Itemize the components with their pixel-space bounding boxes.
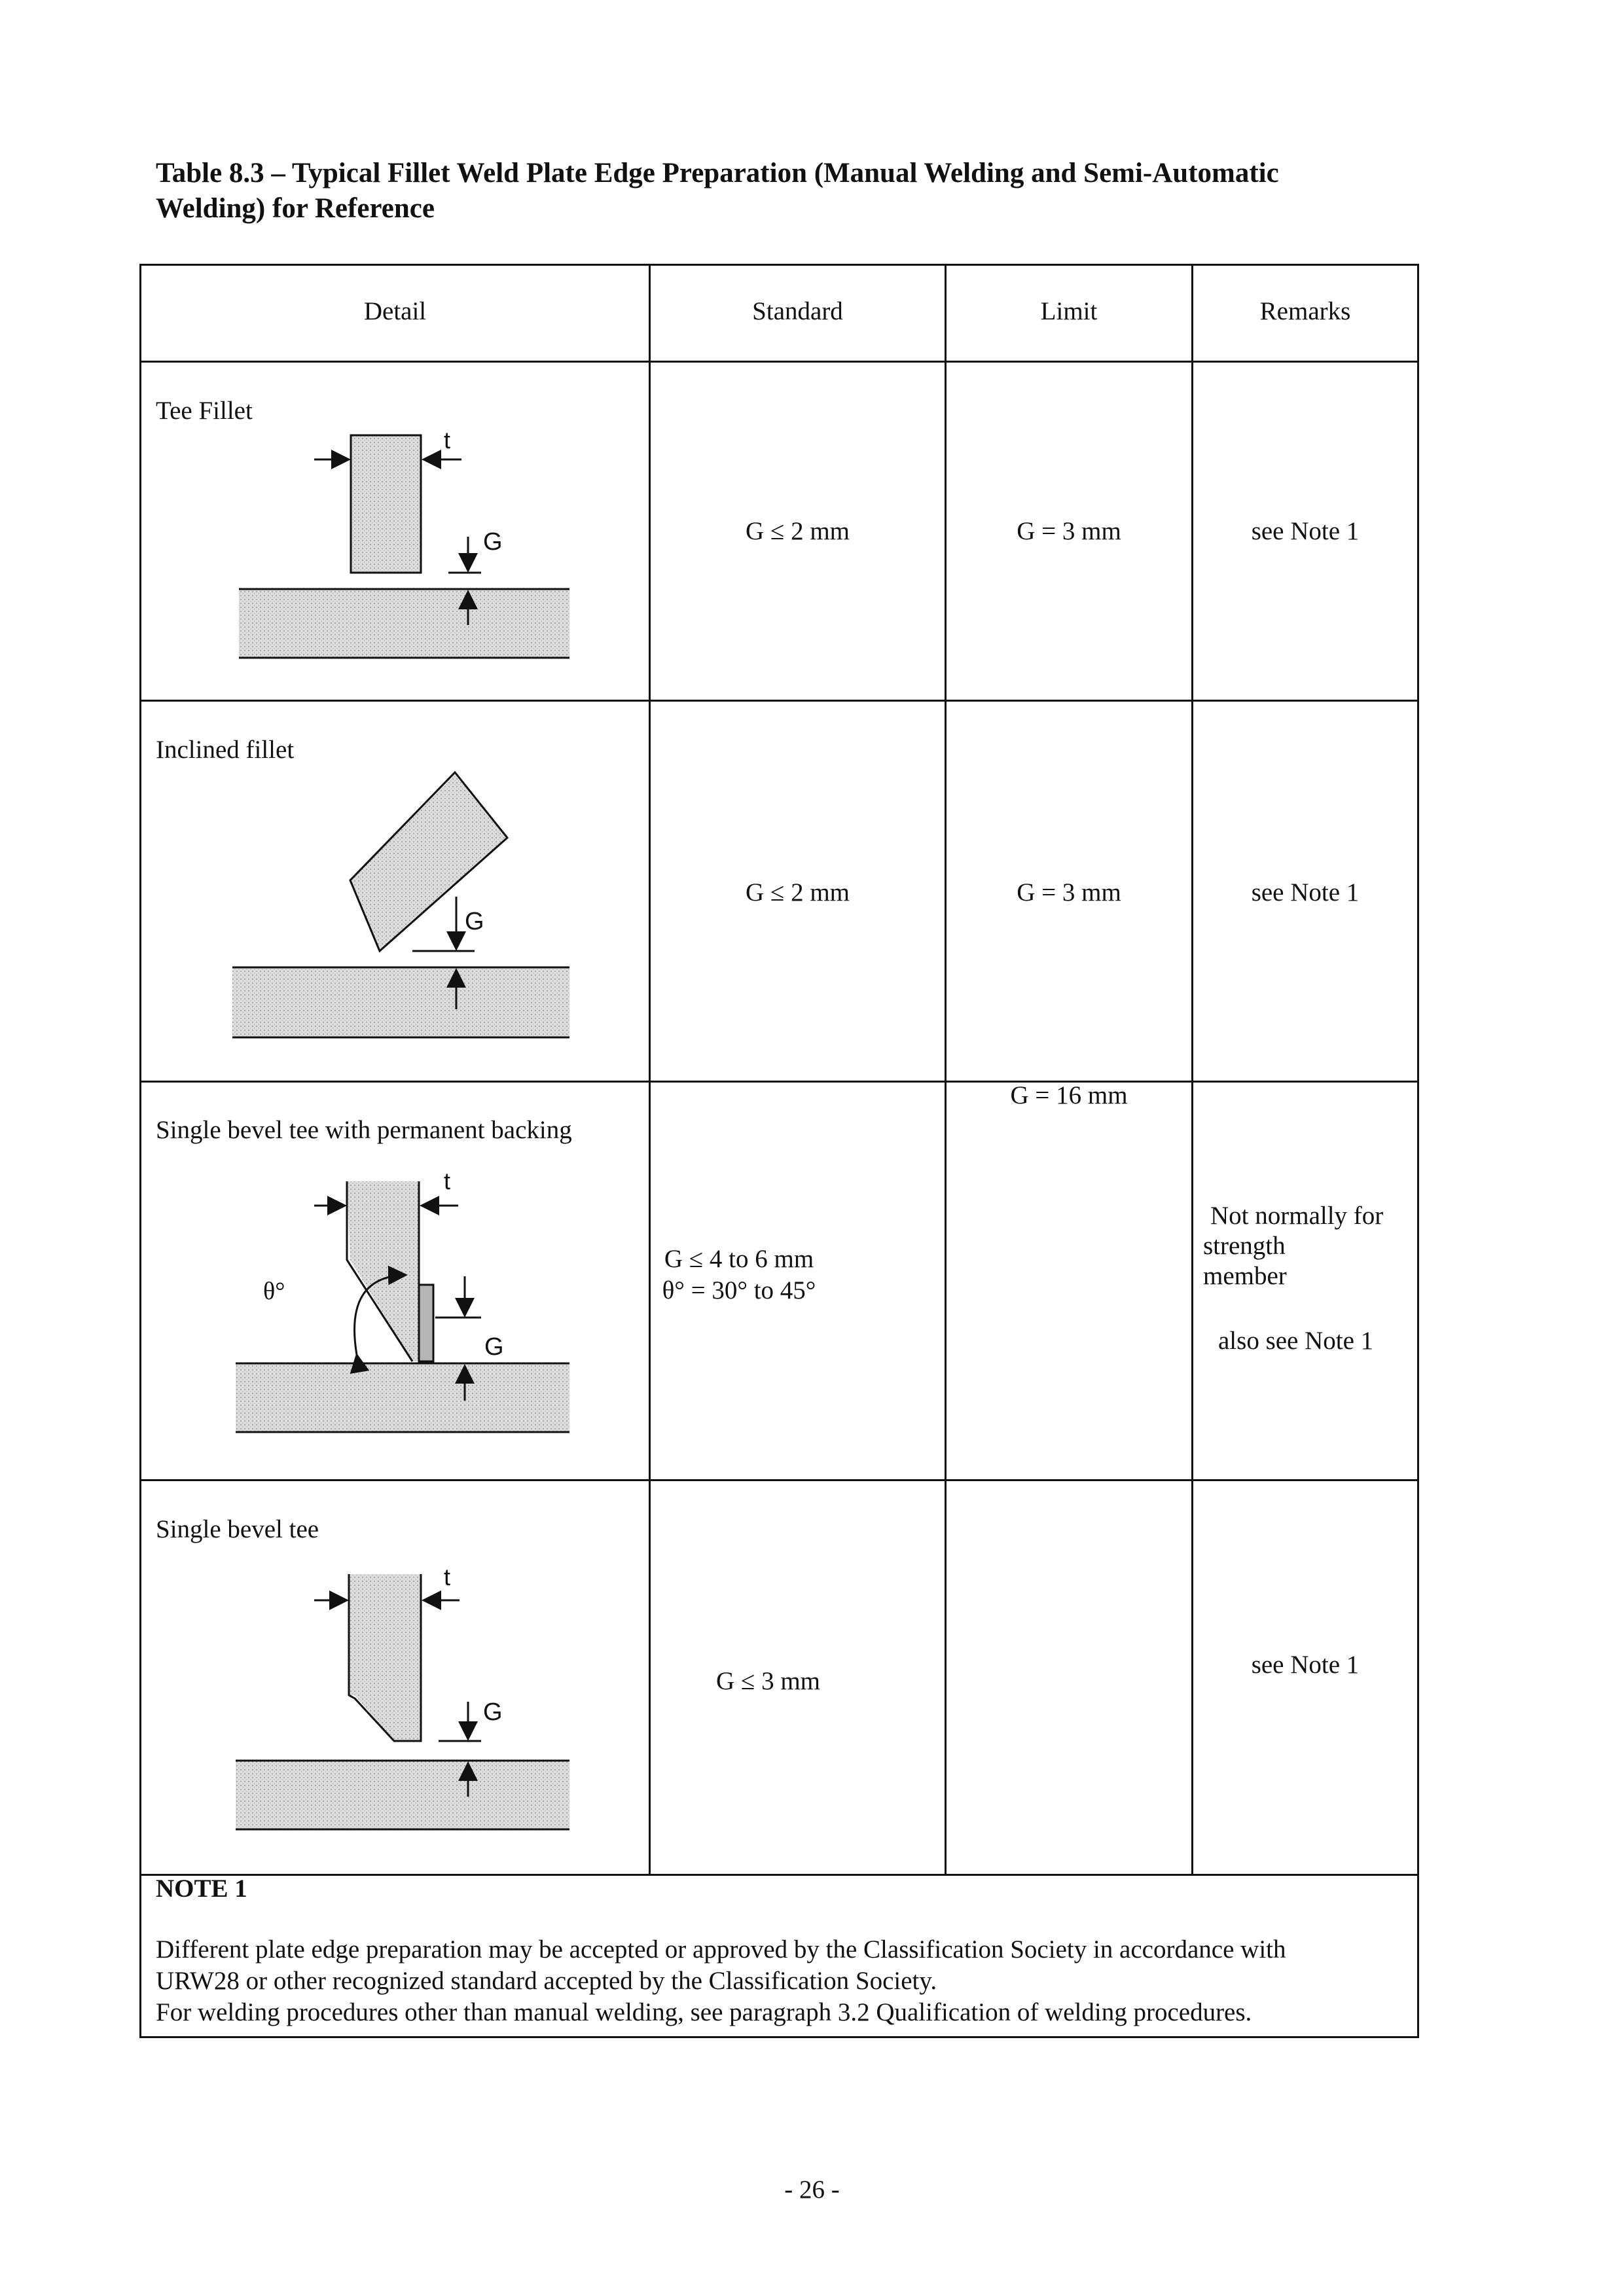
- theta-label: θ°: [263, 1278, 285, 1305]
- row2-standard: G ≤ 2 mm: [746, 878, 850, 906]
- g-label: G: [465, 908, 484, 935]
- header-detail: Detail: [363, 297, 427, 325]
- row3-remarks-line4: also see Note 1: [1218, 1327, 1374, 1355]
- row1-standard: G ≤ 2 mm: [746, 517, 850, 545]
- t-label: t: [444, 1168, 451, 1194]
- table-title-line2: Welding) for Reference: [156, 193, 435, 224]
- row1-remarks: see Note 1: [1251, 517, 1360, 545]
- row1-detail-label: Tee Fillet: [156, 397, 253, 425]
- row4-remarks: see Note 1: [1251, 1651, 1360, 1679]
- row3-standard-line1: G ≤ 4 to 6 mm: [664, 1245, 814, 1273]
- header-limit: Limit: [1040, 297, 1098, 325]
- g-label: G: [483, 1698, 503, 1726]
- inclined-fillet-figure: [216, 766, 583, 1047]
- tee-fillet-figure: [216, 425, 583, 668]
- header-remarks: Remarks: [1259, 297, 1351, 325]
- row4-detail-label: Single bevel tee: [156, 1515, 319, 1543]
- page-number: - 26 -: [784, 2176, 840, 2204]
- note-line3: For welding procedures other than manual welding, see paragraph 3.2 Qualification of welding procedures.: [156, 1998, 1252, 2026]
- note-line2: URW28 or other recognized standard accepted by the Classification Society.: [156, 1967, 937, 1995]
- header-standard: Standard: [752, 297, 843, 325]
- table-title-line1: Table 8.3 – Typical Fillet Weld Plate Edge Preparation (Manual Welding and Semi-Automatic: [156, 158, 1279, 188]
- row2-remarks: see Note 1: [1251, 878, 1360, 906]
- row3-remarks-line3: member: [1203, 1262, 1287, 1290]
- t-label: t: [444, 1564, 451, 1590]
- g-label: G: [483, 528, 503, 556]
- row3-limit: G = 16 mm: [1010, 1081, 1128, 1109]
- g-label: G: [484, 1333, 504, 1361]
- single-bevel-backing-figure: [216, 1168, 583, 1443]
- note-heading: NOTE 1: [156, 1874, 247, 1903]
- row1-limit: G = 3 mm: [1017, 517, 1121, 545]
- table-title: [156, 156, 1439, 226]
- note-body: [156, 1934, 1426, 2028]
- row2-limit: G = 3 mm: [1017, 878, 1121, 906]
- row3-remarks-line1: Not normally for: [1210, 1202, 1384, 1230]
- note-line1: Different plate edge preparation may be accepted or approved by the Classification Society in accordance with: [156, 1935, 1286, 1964]
- single-bevel-tee-figure: [216, 1564, 583, 1839]
- row3-detail-label: Single bevel tee with permanent backing: [156, 1116, 572, 1144]
- t-label: t: [444, 427, 451, 454]
- row4-standard: G ≤ 3 mm: [716, 1667, 820, 1695]
- row3-remarks-line2: strength: [1203, 1232, 1286, 1260]
- row2-detail-label: Inclined fillet: [156, 736, 295, 764]
- row3-standard-line2: θ° = 30° to 45°: [662, 1276, 816, 1304]
